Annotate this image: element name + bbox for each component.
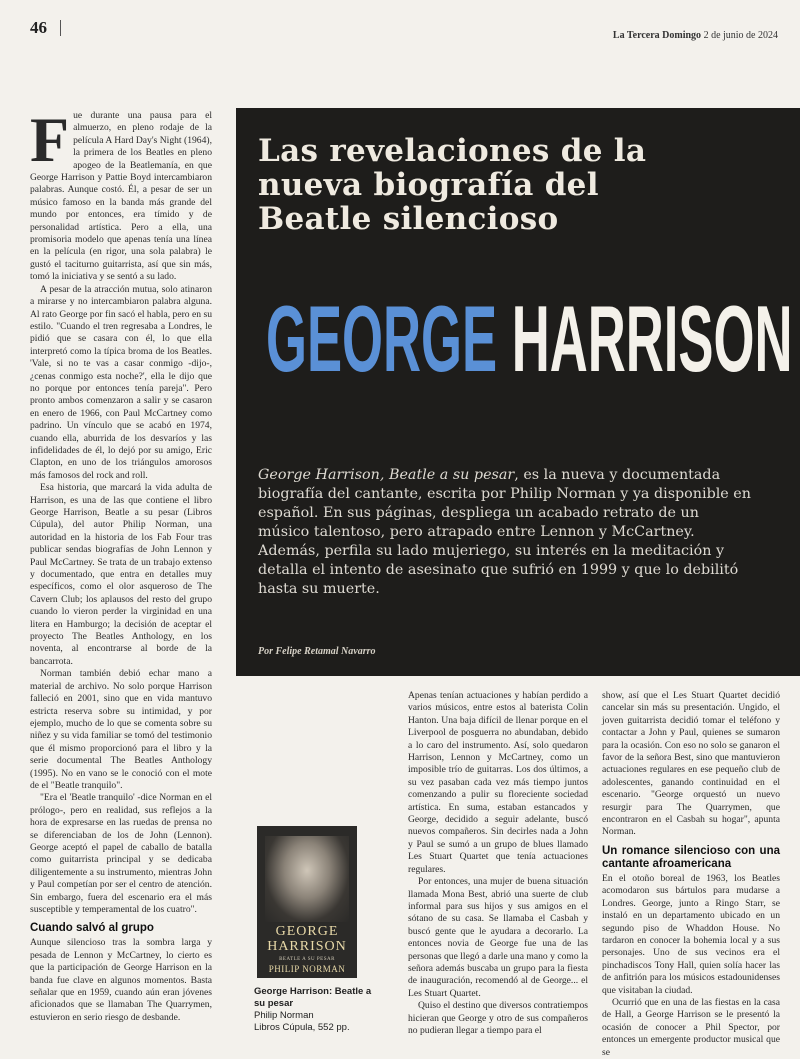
masthead xyxy=(613,30,778,41)
subheading: Cuando salvó al grupo xyxy=(30,922,154,935)
headline: Las revelaciones de la nueva biografía del Beatle silencioso xyxy=(258,133,647,237)
cover-title-line-2: HARRISON xyxy=(267,939,347,954)
paragraph: show, así que el Les Stuart Quartet decidió cancelar sin más su presentación. Ungido, el joven guitarrista decidió tomar el teléfono y contactar a John y Paul, quienes se sumaron para la ocasión. Con eso no solo se ganaron el favor de la señora Best, sino que mantuvieron actuaciones regulares en ese pequeño club de adolescentes, ganando continuidad en el escenario. "George orquestó un nuevo resurgir para The Quarrymen, que encontraron en el Casbah su hogar", apunta Norman. xyxy=(602,690,780,838)
article-column-1 xyxy=(30,104,212,1024)
paragraph: A pesar de la atracción mutua, solo atinaron a mirarse y no intercambiaron palabra alguna. Al rato George por fin sacó el habla, pero en su estilo. "Cuando el tren regresaba a Londres, le pidió que se casara con él, lo que ella interpretó como la típica broma de los Beatles. 'Vale, si no te vas a casar conmigo -dijo-, ¿cenas conmigo esta noche?', ella le dijo que no porque por entonces tenía pareja". Pero pronto ambos comenzaron a salir y se casaron en enero de 1966, con Paul McCartney como padrino. Un vínculo que se acabó en 1974, cuando ella, aburrida de los desvaríos y las infidelidades de él, lo dejó por su amigo, Eric Clapton, en uno de los triángulos amorosos más famosos del rock and roll. xyxy=(30,283,212,481)
article-column-3 xyxy=(408,690,588,1037)
article-column-4 xyxy=(602,690,780,1059)
cover-subtitle: BEATLE A SU PESAR xyxy=(279,957,335,962)
page-number: 46 xyxy=(30,18,47,37)
subject-name xyxy=(266,286,793,391)
portrait-photo xyxy=(265,836,349,922)
paragraph: Por entonces, una mujer de buena situación llamada Mona Best, abrió una suerte de club informal para sus hijos y sus amigos en el sótano de su casa. Se llamaba el Casbah y buscó gente que le ayudara a decorarlo. La entonces novia de George fue una de las personas que llegó a darle una mano y como la señora además buscaba un grupo para la fiesta de inauguración, recomendó al de George... el Les Stuart Quartet. xyxy=(408,876,588,999)
paragraph-text: ue durante una pausa para el almuerzo, en pleno rodaje de la película A Hard Day's Night (1964), la primera de los Beatles en pleno apogeo de la Beatlemanía, en que George Harrison y Pattie Boyd intercambiaron palabras. Aunque costó. Él, a pesar de ser un músico famoso en la banda más grande del mundo por entonces, era tímido y de personalidad artística. Pero a ella, una promisoria modelo que apenas tenía una línea en la película (en rigor, una sola palabra) le gustó el taciturno guitarrista, así que sin más, tomó la iniciativa y se sentó a su lado. xyxy=(30,110,212,283)
byline: Por Felipe Retamal Navarro xyxy=(258,646,376,657)
paragraph: En el otoño boreal de 1963, los Beatles acomodaron sus bártulos para mudarse a Londres. George, junto a Ringo Starr, se instaló en un departamento ubicado en un segundo piso de Whaddon House. No tardaron en conocer la bohemia local y a sus personajes. Uno de sus vecinos era el pinchadiscos Tony Hall, quien solía hacer las de anfitrión para los músicos estadounidenses que visitaban la ciudad. xyxy=(602,872,780,996)
caption-title: George Harrison: Beatle a su pesar xyxy=(254,986,372,1009)
paragraph: Quiso el destino que diversos contratiempos hicieran que George y otro de sus compañeros no pudieran llegar a tiempo para el xyxy=(408,1000,588,1036)
page-number-separator xyxy=(60,20,61,36)
caption-author: Philip Norman xyxy=(254,1010,314,1021)
paragraph: Esa historia, que marcará la vida adulta de Harrison, es una de las que contiene el libro George Harrison, Beatle a su pesar (Libros Cúpula), del autor Philip Norman, una autoridad en la historia de los Fab Four tras publicar sendas biografías de John Lennon y Paul McCartney. Se trata de un trabajo extenso y documentado, que entra en detalles muy específicos, como el olor asqueroso de The Cavern Club; los aplausos del resto del grupo cuando lo vieron perder la virginidad en una litera en Hamburgo; la decisión de aceptar el proyecto The Beatles Anthology, en los noventa, al encontrarse al borde de la bancarrota. xyxy=(30,482,212,667)
book-cover-image xyxy=(257,826,357,978)
masthead-publication: La Tercera Domingo xyxy=(612,30,702,41)
paragraph xyxy=(30,104,212,284)
lead-text: , es la nueva y documentada biografía del cantante, escrita por Philip Norman y ya disponible en español. En sus páginas, despliega un acabado retrato de un músico talentoso, pero atrapado entre Lennon y McCartney. Además, perfila su lado mujeriego, su interés en la meditación y detalla el intento de asesinato que sufrió en 1999 y que lo debilitó hasta su muerte. xyxy=(258,467,751,597)
masthead-date: 2 de junio de 2024 xyxy=(703,30,778,41)
paragraph: Norman también debió echar mano a material de archivo. No solo porque Harrison falleció en 2001, sino que en vida mantuvo estricta reserva sobre su intimidad, y por ejemplo, mucho de lo que se comenta sobre su niñez y su vida familiar se tomó del testimonio que él mismo proporcionó para el libro y la serie documental The Beatles Anthology (1995). No en vano se le conoció con el mote de el "Beatle tranquilo". xyxy=(30,668,212,791)
book-title: George Harrison, Beatle a su pesar xyxy=(258,467,515,483)
drop-cap: F xyxy=(30,104,70,175)
lead-paragraph xyxy=(258,466,754,599)
caption-publisher: Libros Cúpula, 552 pp. xyxy=(254,1022,350,1033)
paragraph: "Era el 'Beatle tranquilo' -dice Norman en el prólogo-, pero en realidad, sus reflejos a la hora de expresarse en las ruedas de prensa no se diferenciaban de los de John (Lennon). George aceptó el papel de caballo de batalla como guitarrista principal y se dedicaba diligentemente a su instrumento, mientras John y Paul competían por ser el centro de atención. Sin embargo, fuera del escenario era el más susceptible y temperamental de los cuatro". xyxy=(30,792,212,915)
paragraph: Ocurrió que en una de las fiestas en la casa de Hall, a George Harrison se le presentó la ocasión de conocer a Phil Spector, por entonces un emergente productor musical que se xyxy=(602,996,780,1058)
paragraph: Apenas tenían actuaciones y habían perdido a varios músicos, entre estos al baterista Colin Hanton. Una baja difícil de llenar porque en el Liverpool de posguerra no abundaban, debido a lo caro del instrumento. Así, solo quedaron Harrison, Lennon y McCartney, como un imposible trío de guitarras. Los dos últimos, a su vez pasaban cada vez más tiempo juntos comenzando a pulir su floreciente sociedad artística. En suma, estaban estancados y George, decidido a seguir adelante, buscó nuevos compañeros. Sin decirles nada a John y Paul se sumó a un grupo de blues llamado Les Stuart Quartet que tenía actuaciones regulares. xyxy=(408,690,588,875)
subheading: Un romance silencioso con una cantante afroamericana xyxy=(602,844,780,870)
cover-title-line-1: GEORGE xyxy=(275,924,339,939)
paragraph: Aunque silencioso tras la sombra larga y pesada de Lennon y McCartney, lo cierto es que la participación de George Harrison en la banda fue clave en algunos momentos. Basta señalar que en 1959, cuando aún eran jóvenes aficionados que se llamaban The Quarrymen, estuvieron en serio riesgo de desbande. xyxy=(30,937,212,1023)
cover-author: PHILIP NORMAN xyxy=(268,964,346,974)
book-caption xyxy=(254,986,374,1034)
subject-first-name: GEORGE xyxy=(266,286,498,391)
subject-last-name: HARRISON xyxy=(511,286,793,391)
